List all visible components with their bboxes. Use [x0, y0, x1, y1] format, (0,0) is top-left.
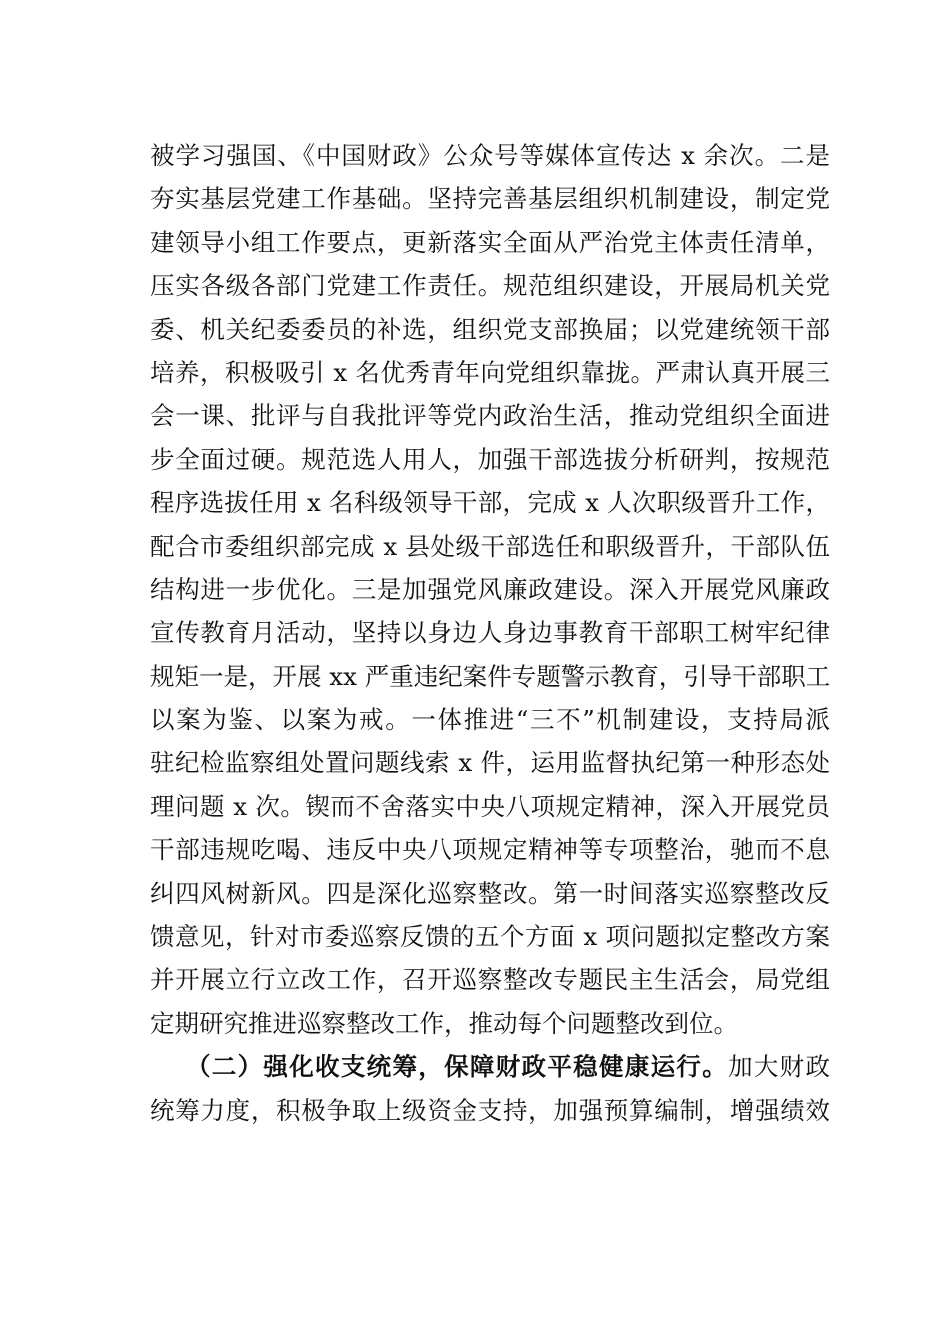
- text-line: 结构进一步优化。三是加强党风廉政建设。深入开展党风廉政: [150, 574, 830, 604]
- section-text: 加大财政: [728, 1052, 830, 1082]
- paragraph-section-2: [150, 1045, 830, 1132]
- text-line: [150, 1045, 830, 1088]
- text-line: 以案为鉴、以案为戒。一体推进“三不”机制建设，支持局派: [150, 705, 830, 735]
- text-line: 驻纪检监察组处置问题线索 x 件，运用监督执纪第一种形态处: [150, 748, 830, 778]
- section-heading: （二）强化收支统筹，保障财政平稳健康运行。: [186, 1052, 729, 1082]
- text-line: 被学习强国、《中国财政》公众号等媒体宣传达 x 余次。二是: [150, 141, 830, 170]
- text-line: 配合市委组织部完成 x 县处级干部选任和职级晋升，干部队伍: [150, 531, 830, 561]
- text-line: 压实各级各部门党建工作责任。规范组织建设，开展局机关党: [150, 271, 830, 301]
- body-text: [150, 134, 830, 1132]
- text-line: 建领导小组工作要点，更新落实全面从严治党主体责任清单，: [150, 227, 830, 257]
- text-line: 定期研究推进巡察整改工作，推动每个问题整改到位。: [150, 1008, 738, 1038]
- text-line: 夯实基层党建工作基础。坚持完善基层组织机制建设，制定党: [150, 184, 830, 214]
- text-line: 并开展立行立改工作，召开巡察整改专题民主生活会，局党组: [150, 965, 830, 995]
- text-line: 委、机关纪委委员的补选，组织党支部换届；以党建统领干部: [150, 314, 830, 344]
- text-line: 宣传教育月活动，坚持以身边人身边事教育干部职工树牢纪律: [150, 618, 830, 648]
- text-line: 纠四风树新风。四是深化巡察整改。第一时间落实巡察整改反: [150, 878, 830, 908]
- text-line: 会一课、批评与自我批评等党内政治生活，推动党组织全面进: [150, 401, 830, 431]
- text-line: 统筹力度，积极争取上级资金支持，加强预算编制，增强绩效: [150, 1095, 830, 1125]
- text-line: 程序选拔任用 x 名科级领导干部，完成 x 人次职级晋升工作，: [150, 488, 830, 518]
- text-line: 规矩一是，开展 xx 严重违纪案件专题警示教育，引导干部职工: [150, 661, 831, 691]
- text-line: 干部违规吃喝、违反中央八项规定精神等专项整治，驰而不息: [150, 835, 830, 865]
- paragraph: [150, 134, 830, 1045]
- text-line: 馈意见，针对市委巡察反馈的五个方面 x 项问题拟定整改方案: [150, 922, 830, 952]
- text-line: 理问题 x 次。锲而不舍落实中央八项规定精神，深入开展党员: [150, 791, 830, 821]
- text-line: 步全面过硬。规范选人用人，加强干部选拔分析研判，按规范: [150, 444, 830, 474]
- text-line: 培养，积极吸引 x 名优秀青年向党组织靠拢。严肃认真开展三: [150, 357, 830, 387]
